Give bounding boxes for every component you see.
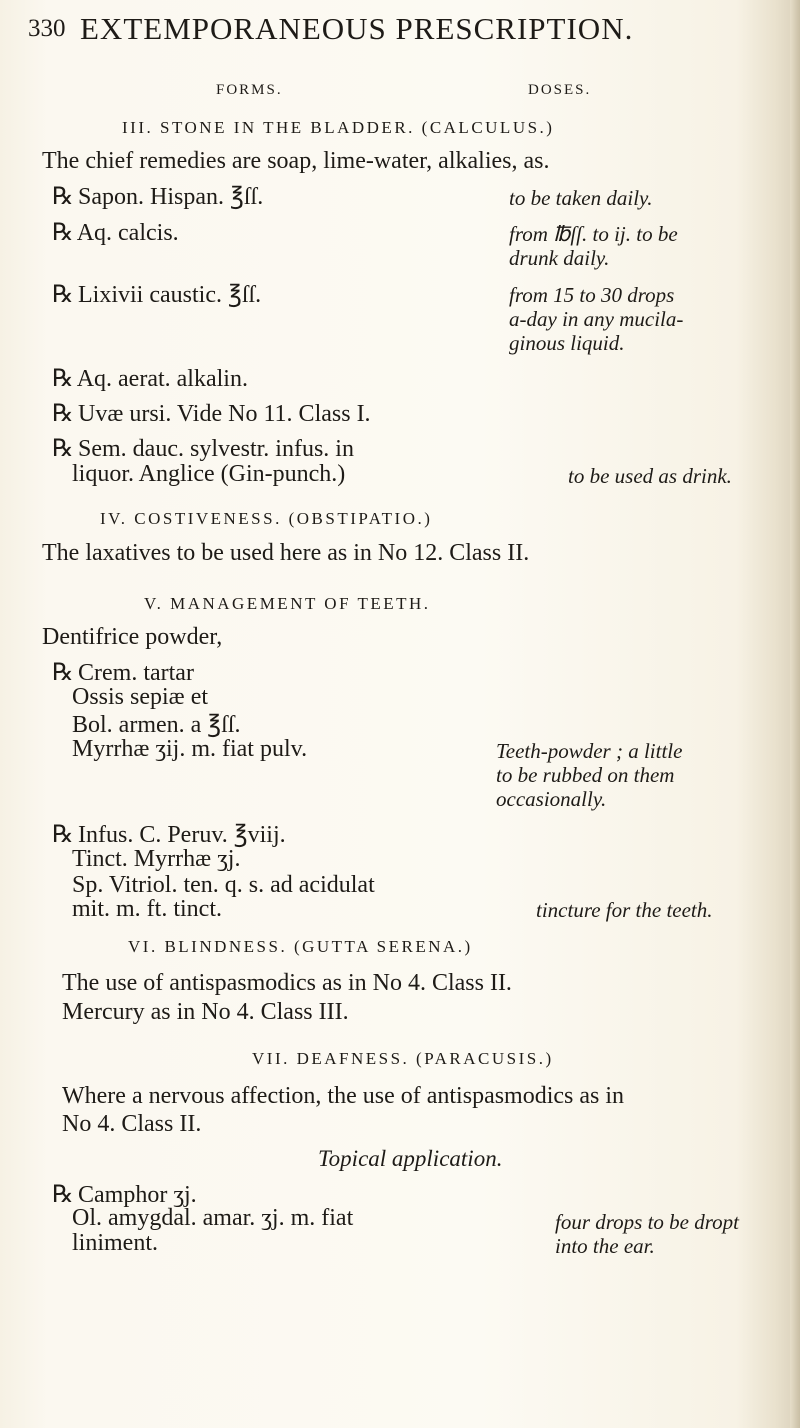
prescription-form-line: liquor. Anglice (Gin-punch.) — [72, 461, 346, 487]
prescription-dose: to be used as drink. — [568, 464, 732, 488]
page-number: 330 — [28, 15, 66, 42]
recipe-symbol: ℞ — [52, 220, 74, 246]
section-heading: IV. COSTIVENESS. (OBSTIPATIO.) — [100, 509, 433, 528]
doses-column-header: DOSES. — [528, 82, 592, 98]
prescription-form: Crem. tartar — [78, 660, 194, 686]
prescription-item — [52, 434, 354, 463]
prescription-dose-line: into the ear. — [555, 1234, 655, 1258]
section-intro-line: Where a nervous affection, the use of antispasmodics as in — [62, 1083, 625, 1109]
recipe-symbol: ℞ — [52, 401, 74, 427]
prescription-item — [52, 658, 194, 687]
prescription-form-line: Myrrhæ ʒij. m. fiat pulv. — [72, 736, 308, 762]
prescription-item — [52, 218, 179, 247]
recipe-symbol: ℞ — [52, 366, 74, 392]
section-heading: V. MANAGEMENT OF TEETH. — [144, 594, 431, 613]
prescription-form: Sem. dauc. sylvestr. infus. in — [78, 436, 354, 462]
running-title: EXTEMPORANEOUS PRESCRIPTION. — [80, 11, 634, 46]
prescription-dose-line: from ℔ſſ. to ij. to be — [509, 222, 678, 246]
prescription-item — [52, 280, 261, 309]
prescription-form-line: liniment. — [72, 1230, 158, 1256]
prescription-item — [52, 364, 248, 393]
prescription-form-line: Bol. armen. a ℥ſſ. — [72, 712, 241, 738]
page-gutter-edge — [790, 0, 800, 1428]
prescription-form: Camphor ʒj. — [78, 1182, 197, 1208]
section-heading: III. STONE IN THE BLADDER. (CALCULUS.) — [122, 118, 555, 137]
prescription-dose-line: Teeth-powder ; a little — [496, 739, 683, 763]
recipe-symbol: ℞ — [52, 1182, 74, 1208]
prescription-dose-line: ginous liquid. — [509, 331, 625, 355]
prescription-form: Lixivii caustic. ℥ſſ. — [78, 282, 262, 308]
prescription-dose-line: from 15 to 30 drops — [509, 283, 675, 307]
section-intro-line: The use of antispasmodics as in No 4. Class II. — [62, 970, 512, 996]
prescription-form: Infus. C. Peruv. ℥viij. — [78, 822, 286, 848]
prescription-form: Aq. aerat. alkalin. — [76, 366, 248, 392]
recipe-symbol: ℞ — [52, 660, 74, 686]
section-intro-line: Mercury as in No 4. Class III. — [62, 999, 349, 1025]
prescription-form-line: Ol. amygdal. amar. ʒj. m. fiat — [72, 1205, 354, 1231]
section-heading: VII. DEAFNESS. (PARACUSIS.) — [252, 1049, 554, 1068]
prescription-dose-line: a-day in any mucila- — [509, 307, 684, 331]
prescription-form-line: Tinct. Myrrhæ ʒj. — [72, 846, 241, 872]
prescription-item — [52, 820, 286, 849]
recipe-symbol: ℞ — [52, 282, 74, 308]
recipe-symbol: ℞ — [52, 184, 74, 210]
prescription-form-line: Ossis sepiæ et — [72, 684, 209, 710]
dentifrice-subheading: Dentifrice powder, — [42, 624, 223, 650]
recipe-symbol: ℞ — [52, 436, 74, 462]
prescription-dose-line: to be rubbed on them — [496, 763, 675, 787]
section-intro: The chief remedies are soap, lime-water, alkalies, as. — [42, 148, 550, 174]
section-intro: The laxatives to be used here as in No 12. Class II. — [42, 540, 530, 566]
prescription-form-line: Sp. Vitriol. ten. q. s. ad acidulat — [72, 872, 375, 898]
prescription-item — [52, 182, 263, 211]
prescription-item — [52, 399, 371, 428]
prescription-dose-line: four drops to be dropt — [555, 1210, 739, 1234]
section-intro-line: No 4. Class II. — [62, 1111, 202, 1137]
prescription-form: Sapon. Hispan. ℥ſſ. — [78, 184, 264, 210]
prescription-dose-line: occasionally. — [496, 787, 607, 811]
prescription-form: Aq. calcis. — [76, 220, 179, 246]
prescription-form-line: mit. m. ft. tinct. — [72, 896, 222, 922]
recipe-symbol: ℞ — [52, 822, 74, 848]
section-heading: VI. BLINDNESS. (GUTTA SERENA.) — [128, 937, 473, 956]
topical-application-subheading: Topical application. — [318, 1146, 503, 1171]
forms-column-header: FORMS. — [216, 82, 283, 98]
prescription-form: Uvæ ursi. Vide No 11. Class I. — [78, 401, 371, 427]
prescription-dose-line: drunk daily. — [509, 246, 610, 270]
prescription-dose: tincture for the teeth. — [536, 898, 713, 922]
prescription-dose: to be taken daily. — [509, 186, 653, 210]
